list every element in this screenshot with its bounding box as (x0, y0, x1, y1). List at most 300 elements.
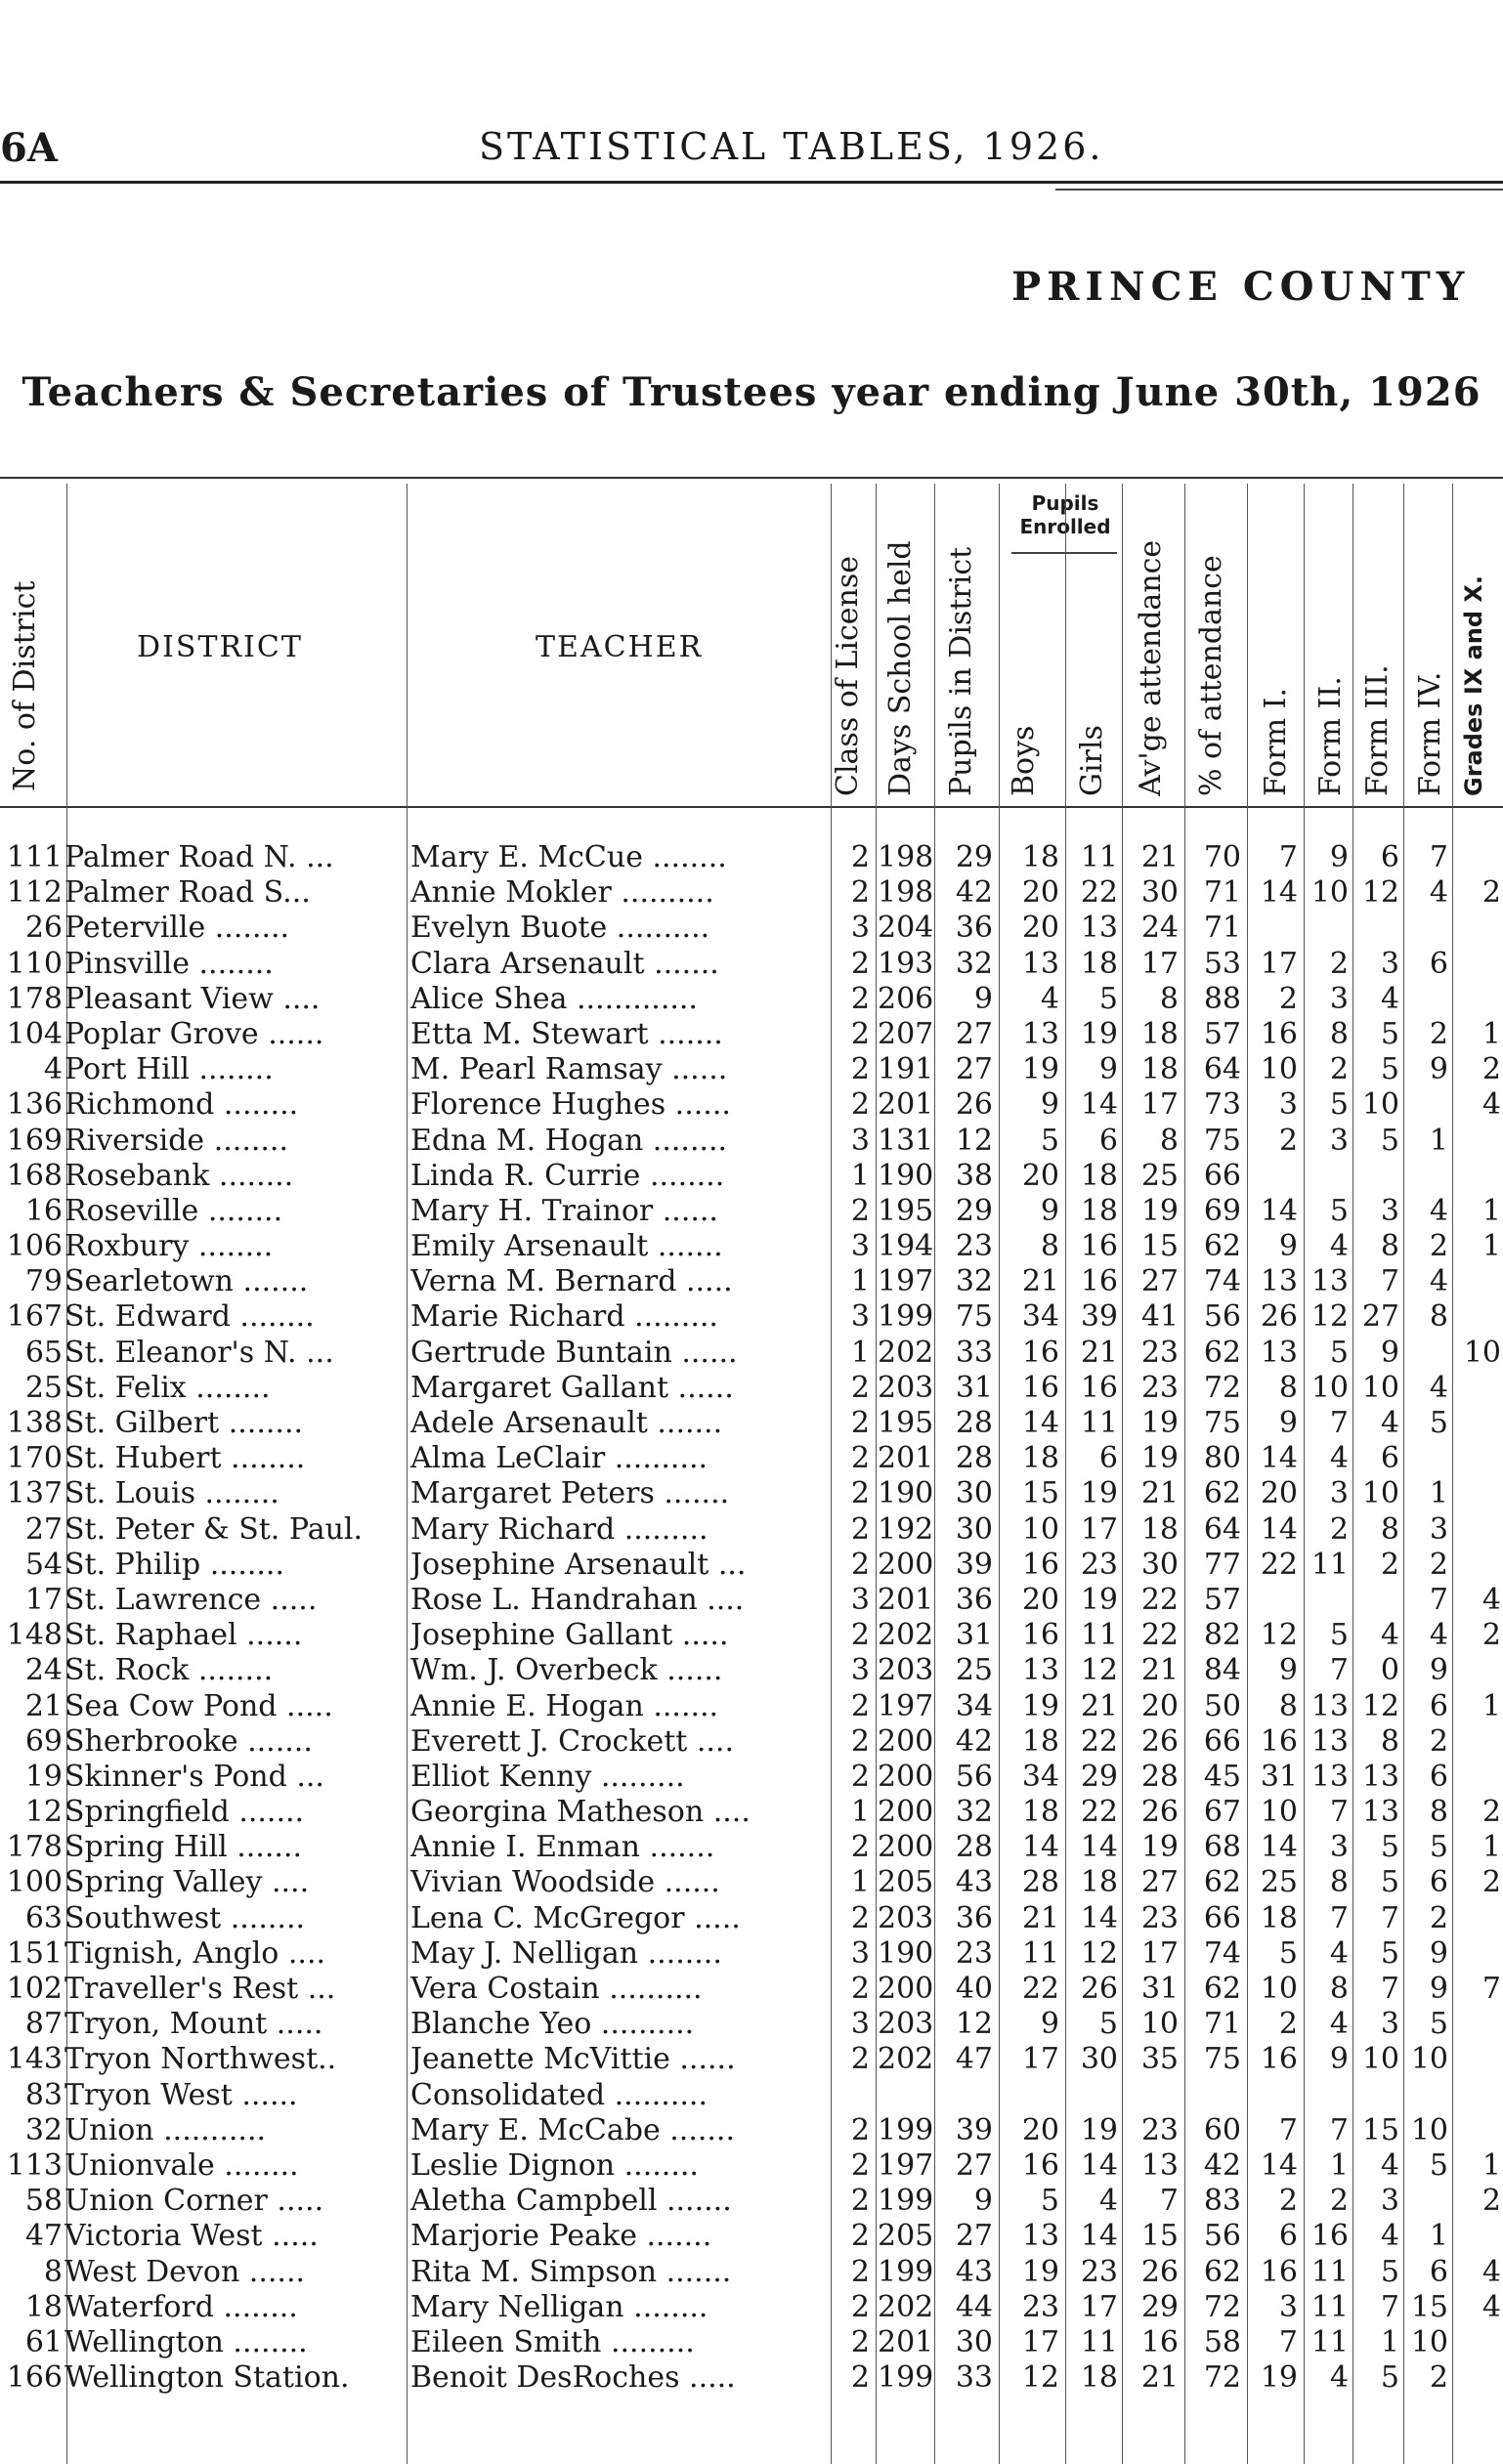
table-row (0, 2255, 1503, 2290)
cell-girls: 11 (1080, 1618, 1118, 1653)
cell-avg: 17 (1140, 1935, 1179, 1971)
cell-f3: 0 (1380, 1653, 1399, 1688)
cell-pupils: 25 (955, 1653, 993, 1688)
table-row (0, 1689, 1503, 1724)
cell-no: 69 (24, 1723, 63, 1759)
running-head: STATISTICAL TABLES, 1926. (479, 125, 1104, 168)
cell-f3: 5 (1380, 1016, 1399, 1051)
cell-f1: 18 (1260, 1900, 1298, 1935)
table-row (0, 875, 1503, 911)
cell-pct: 53 (1203, 946, 1241, 981)
cell-f2: 9 (1329, 840, 1349, 874)
cell-days: 203 (878, 2007, 934, 2042)
cell-pct: 69 (1203, 1193, 1241, 1228)
cell-pupils: 31 (955, 1370, 993, 1405)
cell-boys: 16 (1021, 1547, 1059, 1582)
cell-lic: 2 (850, 1618, 870, 1653)
cell-girls: 9 (1098, 1052, 1118, 1087)
cell-district: Poplar Grove ...... (64, 1016, 324, 1051)
cell-girls: 6 (1098, 1441, 1118, 1476)
cell-pupils: 23 (955, 1935, 993, 1971)
cell-f2: 13 (1310, 1723, 1349, 1759)
cell-district: Pleasant View .... (64, 981, 321, 1016)
cell-g9: 2 (1482, 1865, 1501, 1900)
table-row (0, 1653, 1503, 1688)
cell-teacher: M. Pearl Ramsay ...... (410, 1052, 728, 1087)
cell-teacher: Everett J. Crockett .... (410, 1723, 734, 1759)
cell-f4: 8 (1429, 1795, 1448, 1830)
table-row (0, 1865, 1503, 1900)
cell-boys: 34 (1021, 1299, 1059, 1335)
table-row (0, 2113, 1503, 2148)
cell-pct: 56 (1203, 2219, 1241, 2254)
table-row (0, 1724, 1503, 1760)
cell-district: Riverside ........ (64, 1123, 288, 1158)
cell-avg: 20 (1140, 1688, 1179, 1723)
cell-district: Roseville ........ (64, 1193, 283, 1228)
cell-f2: 8 (1329, 1865, 1349, 1900)
cell-district: St. Lawrence ..... (64, 1582, 318, 1617)
cell-pupils: 26 (955, 1087, 993, 1123)
cell-lic: 2 (850, 1441, 870, 1476)
table-row (0, 982, 1503, 1017)
cell-days: 199 (878, 2254, 934, 2289)
cell-boys: 14 (1021, 1830, 1059, 1865)
cell-f2: 5 (1329, 1193, 1349, 1228)
cell-district: St. Felix ........ (64, 1370, 271, 1405)
cell-pupils: 28 (955, 1406, 993, 1440)
cell-avg: 27 (1140, 1865, 1179, 1900)
cell-girls: 18 (1080, 1193, 1118, 1228)
cell-pct: 72 (1203, 2289, 1241, 2324)
cell-teacher: Vera Costain .......... (410, 1972, 703, 2006)
header-f4: Form IV. (1413, 671, 1447, 796)
cell-no: 8 (43, 2254, 63, 2289)
cell-girls: 13 (1080, 911, 1118, 946)
cell-lic: 1 (850, 1158, 870, 1193)
header-pct: % of attendance (1194, 555, 1228, 796)
cell-days: 200 (878, 1972, 934, 2006)
cell-girls: 16 (1080, 1370, 1118, 1405)
cell-f3: 7 (1380, 1264, 1399, 1299)
cell-f4: 5 (1429, 2007, 1448, 2042)
cell-avg: 24 (1140, 911, 1179, 946)
cell-f2: 8 (1329, 1972, 1349, 2006)
cell-girls: 11 (1080, 2324, 1118, 2359)
cell-teacher: Josephine Gallant ..... (410, 1618, 729, 1653)
cell-g9: 2 (1482, 1795, 1501, 1830)
cell-g9: 7 (1482, 1972, 1501, 2006)
cell-lic: 2 (850, 875, 870, 911)
cell-f1: 8 (1278, 1688, 1298, 1723)
cell-f1: 16 (1260, 1016, 1298, 1051)
statistical-table (0, 840, 1503, 2396)
cell-f3: 9 (1380, 1335, 1399, 1370)
cell-girls: 14 (1080, 1900, 1118, 1935)
table-row (0, 2184, 1503, 2219)
cell-district: Tryon, Mount ..... (64, 2007, 323, 2042)
cell-teacher: Marjorie Peake ....... (410, 2219, 712, 2254)
cell-avg: 18 (1140, 1511, 1179, 1547)
cell-days: 200 (878, 1723, 934, 1759)
cell-teacher: Leslie Dignon ........ (410, 2147, 699, 2183)
cell-pupils: 27 (955, 2219, 993, 2254)
cell-pupils: 43 (955, 2254, 993, 2289)
cell-days: 205 (878, 1865, 934, 1900)
cell-no: 54 (24, 1547, 63, 1582)
cell-district: Union Corner ..... (64, 2184, 324, 2219)
cell-f2: 3 (1329, 1830, 1349, 1865)
cell-f3: 13 (1361, 1759, 1399, 1794)
cell-pct: 60 (1203, 2112, 1241, 2147)
cell-f4: 10 (1410, 2042, 1448, 2077)
cell-girls: 17 (1080, 1511, 1118, 1547)
cell-f1: 7 (1278, 2324, 1298, 2359)
cell-teacher: Josephine Arsenault ... (410, 1547, 747, 1582)
cell-f2: 5 (1329, 1618, 1349, 1653)
cell-pupils: 12 (955, 2007, 993, 2042)
cell-f4: 2 (1429, 1016, 1448, 1051)
cell-pct: 72 (1203, 1370, 1241, 1405)
cell-teacher: Mary Nelligan ........ (410, 2289, 709, 2324)
cell-f2: 13 (1310, 1264, 1349, 1299)
cell-pupils: 29 (955, 840, 993, 874)
cell-no: 143 (6, 2042, 63, 2077)
cell-f1: 2 (1278, 981, 1298, 1016)
cell-pupils: 27 (955, 1016, 993, 1051)
table-row (0, 2360, 1503, 2396)
cell-pupils: 27 (955, 1052, 993, 1087)
cell-avg: 19 (1140, 1193, 1179, 1228)
cell-no: 65 (24, 1335, 63, 1370)
cell-pupils: 47 (955, 2042, 993, 2077)
cell-avg: 41 (1140, 1299, 1179, 1335)
cell-lic: 2 (850, 946, 870, 981)
cell-pupils: 34 (955, 1688, 993, 1723)
cell-f4: 4 (1429, 1193, 1448, 1228)
cell-f4: 6 (1429, 946, 1448, 981)
cell-district: St. Eleanor's N. ... (64, 1335, 334, 1370)
table-row (0, 1299, 1503, 1335)
cell-f1: 10 (1260, 1052, 1298, 1087)
cell-f4: 5 (1429, 1830, 1448, 1865)
cell-boys: 19 (1021, 1052, 1059, 1087)
cell-pct: 82 (1203, 1618, 1241, 1653)
cell-f3: 8 (1380, 1229, 1399, 1264)
cell-teacher: Margaret Peters ....... (410, 1476, 730, 1511)
cell-boys: 18 (1021, 1723, 1059, 1759)
cell-f3: 15 (1361, 2112, 1399, 2147)
cell-girls: 23 (1080, 1547, 1118, 1582)
cell-days: 200 (878, 1795, 934, 1830)
cell-boys: 22 (1021, 1972, 1059, 2006)
rule (1055, 189, 1503, 191)
cell-f1: 2 (1278, 1123, 1298, 1158)
cell-days: 203 (878, 1653, 934, 1688)
table-row (0, 1441, 1503, 1476)
cell-pupils: 32 (955, 1795, 993, 1830)
cell-avg: 22 (1140, 1618, 1179, 1653)
cell-pupils: 36 (955, 1900, 993, 1935)
header-rule (1011, 552, 1117, 554)
cell-lic: 2 (850, 2219, 870, 2254)
cell-girls: 19 (1080, 2112, 1118, 2147)
cell-avg: 19 (1140, 1406, 1179, 1440)
cell-pct: 64 (1203, 1511, 1241, 1547)
cell-pupils: 31 (955, 1618, 993, 1653)
cell-district: Springfield ....... (64, 1795, 305, 1830)
cell-f3: 7 (1380, 1900, 1399, 1935)
cell-teacher: Consolidated .......... (410, 2077, 708, 2112)
cell-f2: 11 (1310, 1547, 1349, 1582)
cell-f1: 14 (1260, 1193, 1298, 1228)
cell-f3: 3 (1380, 946, 1399, 981)
cell-teacher: Mary E. McCabe ....... (410, 2112, 736, 2147)
cell-pct: 68 (1203, 1830, 1241, 1865)
cell-pupils: 39 (955, 1547, 993, 1582)
cell-teacher: Blanche Yeo .......... (410, 2007, 695, 2042)
cell-days: 190 (878, 1476, 934, 1511)
cell-boys: 17 (1021, 2042, 1059, 2077)
cell-avg: 16 (1140, 2324, 1179, 2359)
cell-no: 138 (6, 1406, 63, 1440)
cell-teacher: Rose L. Handrahan .... (410, 1582, 745, 1617)
cell-teacher: Linda R. Currie ........ (410, 1158, 725, 1193)
cell-lic: 2 (850, 1688, 870, 1723)
table-row (0, 1583, 1503, 1618)
cell-girls: 16 (1080, 1229, 1118, 1264)
cell-no: 19 (24, 1759, 63, 1794)
cell-no: 104 (6, 1016, 63, 1051)
cell-f3: 7 (1380, 2289, 1399, 2324)
cell-f1: 5 (1278, 1935, 1298, 1971)
cell-girls: 19 (1080, 1016, 1118, 1051)
cell-f4: 2 (1429, 1229, 1448, 1264)
cell-no: 113 (6, 2147, 63, 2183)
cell-lic: 2 (850, 2112, 870, 2147)
cell-lic: 1 (850, 1264, 870, 1299)
cell-f1: 3 (1278, 1087, 1298, 1123)
cell-days: 195 (878, 1193, 934, 1228)
cell-f3: 13 (1361, 1795, 1399, 1830)
cell-no: 83 (24, 2077, 63, 2112)
cell-f3: 5 (1380, 1052, 1399, 1087)
cell-f3: 5 (1380, 1935, 1399, 1971)
cell-no: 167 (6, 1299, 63, 1335)
cell-f3: 4 (1380, 1618, 1399, 1653)
cell-district: Richmond ........ (64, 1087, 299, 1123)
cell-no: 137 (6, 1476, 63, 1511)
cell-f3: 4 (1380, 2147, 1399, 2183)
cell-lic: 2 (850, 1547, 870, 1582)
table-row (0, 2219, 1503, 2254)
cell-district: West Devon ...... (64, 2254, 306, 2289)
cell-district: Roxbury ........ (64, 1229, 274, 1264)
table-row (0, 1936, 1503, 1972)
cell-teacher: Clara Arsenault ....... (410, 946, 719, 981)
cell-district: Tryon Northwest.. (64, 2042, 337, 2077)
cell-f4: 6 (1429, 2254, 1448, 2289)
cell-girls: 23 (1080, 2254, 1118, 2289)
cell-district: St. Rock ........ (64, 1653, 274, 1688)
table-row (0, 2290, 1503, 2325)
table-row (0, 911, 1503, 946)
cell-teacher: Verna M. Bernard ..... (410, 1264, 733, 1299)
table-row (0, 1159, 1503, 1194)
rule (0, 181, 1503, 184)
cell-girls: 19 (1080, 1476, 1118, 1511)
cell-girls: 5 (1098, 2007, 1118, 2042)
cell-district: Searletown ....... (64, 1264, 309, 1299)
cell-avg: 19 (1140, 1830, 1179, 1865)
cell-boys: 20 (1021, 1582, 1059, 1617)
cell-days: 197 (878, 2147, 934, 2183)
table-row (0, 1087, 1503, 1123)
cell-avg: 23 (1140, 2112, 1179, 2147)
cell-days: 201 (878, 1087, 934, 1123)
cell-boys: 10 (1021, 1511, 1059, 1547)
cell-avg: 18 (1140, 1016, 1179, 1051)
cell-pct: 57 (1203, 1016, 1241, 1051)
cell-no: 110 (6, 946, 63, 981)
cell-f2: 7 (1329, 2112, 1349, 2147)
cell-pupils: 43 (955, 1865, 993, 1900)
cell-no: 25 (24, 1370, 63, 1405)
cell-boys: 13 (1021, 946, 1059, 981)
cell-f4: 5 (1429, 1406, 1448, 1440)
cell-girls: 14 (1080, 2219, 1118, 2254)
cell-teacher: Eileen Smith ......... (410, 2324, 695, 2359)
cell-lic: 2 (850, 1830, 870, 1865)
cell-girls: 18 (1080, 946, 1118, 981)
cell-pupils: 29 (955, 1193, 993, 1228)
cell-pupils: 12 (955, 1123, 993, 1158)
cell-f3: 5 (1380, 1123, 1399, 1158)
table-subtitle: Teachers & Secretaries of Trustees year ending June 30th, 1926 (21, 369, 1482, 415)
cell-lic: 2 (850, 1511, 870, 1547)
cell-f4: 6 (1429, 1865, 1448, 1900)
cell-avg: 8 (1159, 981, 1179, 1016)
header-pupils: Pupils in District (944, 546, 978, 796)
cell-g9: 1 (1482, 1830, 1501, 1865)
table-row (0, 2078, 1503, 2113)
cell-no: 18 (24, 2289, 63, 2324)
cell-no: 178 (6, 981, 63, 1016)
cell-boys: 9 (1040, 2007, 1059, 2042)
cell-no: 79 (24, 1264, 63, 1299)
cell-pupils: 32 (955, 946, 993, 981)
cell-f2: 2 (1329, 1511, 1349, 1547)
cell-boys: 16 (1021, 1618, 1059, 1653)
cell-pupils: 42 (955, 875, 993, 911)
cell-f1: 16 (1260, 2254, 1298, 2289)
cell-lic: 2 (850, 2254, 870, 2289)
cell-f1: 31 (1260, 1759, 1298, 1794)
cell-district: Wellington ........ (64, 2324, 308, 2359)
cell-f2: 7 (1329, 1900, 1349, 1935)
header-girls: Girls (1075, 725, 1109, 796)
cell-f3: 3 (1380, 2184, 1399, 2219)
cell-district: Sea Cow Pond ..... (64, 1688, 333, 1723)
cell-g9: 1 (1482, 2147, 1501, 2183)
cell-no: 26 (24, 911, 63, 946)
cell-boys: 23 (1021, 2289, 1059, 2324)
cell-f3: 6 (1380, 1441, 1399, 1476)
cell-girls: 12 (1080, 1653, 1118, 1688)
cell-pct: 57 (1203, 1582, 1241, 1617)
cell-district: Palmer Road N. ... (64, 840, 334, 874)
cell-district: Spring Hill ....... (64, 1830, 302, 1865)
cell-lic: 3 (850, 2007, 870, 2042)
cell-district: Unionvale ........ (64, 2147, 299, 2183)
cell-boys: 13 (1021, 1653, 1059, 1688)
cell-f3: 10 (1361, 1370, 1399, 1405)
cell-teacher: Annie E. Hogan ....... (410, 1688, 719, 1723)
cell-g9: 4 (1482, 1087, 1501, 1123)
cell-f3: 4 (1380, 1406, 1399, 1440)
cell-teacher: Etta M. Stewart ....... (410, 1016, 723, 1051)
cell-no: 170 (6, 1441, 63, 1476)
table-row (0, 947, 1503, 982)
cell-teacher: Alma LeClair .......... (410, 1441, 709, 1476)
cell-lic: 3 (850, 1935, 870, 1971)
cell-girls: 16 (1080, 1264, 1118, 1299)
cell-days: 202 (878, 2289, 934, 2324)
cell-f1: 17 (1260, 946, 1298, 981)
table-row (0, 2148, 1503, 2184)
cell-pct: 66 (1203, 1158, 1241, 1193)
cell-teacher: Mary E. McCue ........ (410, 840, 727, 874)
cell-f1: 14 (1260, 875, 1298, 911)
cell-f4: 2 (1429, 1723, 1448, 1759)
cell-pupils: 27 (955, 2147, 993, 2183)
cell-girls: 12 (1080, 1935, 1118, 1971)
cell-f3: 8 (1380, 1511, 1399, 1547)
cell-boys: 16 (1021, 2147, 1059, 2183)
cell-pct: 74 (1203, 1264, 1241, 1299)
cell-f3: 5 (1380, 1830, 1399, 1865)
cell-district: Rosebank ........ (64, 1158, 294, 1193)
table-row (0, 1830, 1503, 1865)
cell-f1: 19 (1260, 2360, 1298, 2396)
cell-f1: 9 (1278, 1406, 1298, 1440)
cell-f3: 5 (1380, 2254, 1399, 2289)
cell-boys: 18 (1021, 840, 1059, 874)
cell-teacher: Benoit DesRoches ..... (410, 2360, 736, 2396)
cell-avg: 27 (1140, 1264, 1179, 1299)
cell-boys: 8 (1040, 1229, 1059, 1264)
cell-lic: 2 (850, 2042, 870, 2077)
cell-f2: 5 (1329, 1335, 1349, 1370)
cell-pupils: 40 (955, 1972, 993, 2006)
cell-boys: 17 (1021, 2324, 1059, 2359)
header-f1: Form I. (1259, 688, 1293, 796)
cell-f1: 9 (1278, 1229, 1298, 1264)
cell-avg: 23 (1140, 1335, 1179, 1370)
cell-boys: 9 (1040, 1193, 1059, 1228)
cell-g9: 1 (1482, 1688, 1501, 1723)
cell-pupils: 39 (955, 2112, 993, 2147)
cell-pct: 62 (1203, 1865, 1241, 1900)
cell-avg: 21 (1140, 840, 1179, 874)
cell-f2: 7 (1329, 1653, 1349, 1688)
cell-days: 202 (878, 2042, 934, 2077)
cell-no: 136 (6, 1087, 63, 1123)
cell-f3: 2 (1380, 1547, 1399, 1582)
table-row (0, 1548, 1503, 1583)
cell-boys: 9 (1040, 1087, 1059, 1123)
cell-girls: 11 (1080, 840, 1118, 874)
